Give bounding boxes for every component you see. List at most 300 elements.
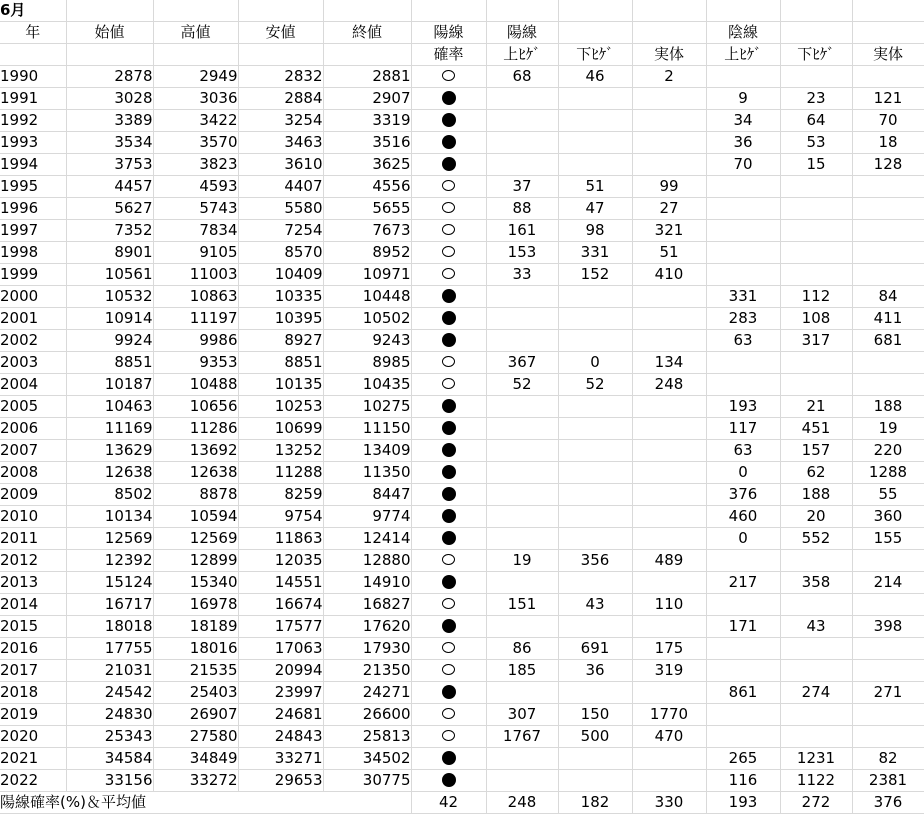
cell-bullish-upper-shadow[interactable]: 307 [486,704,558,726]
cell-bullish-upper-shadow[interactable] [486,528,558,550]
cell-low[interactable]: 12035 [238,550,323,572]
cell-bullish-body[interactable] [632,132,706,154]
cell-close[interactable]: 17620 [323,616,411,638]
cell-bullish-lower-shadow[interactable]: 47 [558,198,632,220]
cell-bearish-upper-shadow[interactable]: 217 [706,572,780,594]
cell-bearish-lower-shadow[interactable] [780,242,852,264]
cell-year[interactable]: 2008 [0,462,66,484]
cell-high[interactable]: 2949 [153,66,238,88]
cell-year[interactable]: 1991 [0,88,66,110]
cell-bullish-upper-shadow[interactable] [486,572,558,594]
cell-bullish-mark[interactable] [411,462,486,484]
cell-bearish-lower-shadow[interactable]: 20 [780,506,852,528]
cell-bullish-upper-shadow[interactable] [486,396,558,418]
cell-year[interactable]: 2022 [0,770,66,792]
header-bearish-lower-shadow[interactable]: 下ﾋｹﾞ [780,44,852,66]
cell-bullish-lower-shadow[interactable]: 43 [558,594,632,616]
cell-bearish-lower-shadow[interactable]: 317 [780,330,852,352]
cell-bullish-body[interactable]: 319 [632,660,706,682]
header-bearish-upper-shadow[interactable]: 上ﾋｹﾞ [706,44,780,66]
cell-open[interactable]: 24542 [66,682,153,704]
header-high[interactable]: 高値 [153,22,238,44]
cell-bullish-lower-shadow[interactable]: 331 [558,242,632,264]
cell-bearish-upper-shadow[interactable] [706,704,780,726]
cell-open[interactable]: 13629 [66,440,153,462]
cell-open[interactable]: 3028 [66,88,153,110]
cell-high[interactable]: 10863 [153,286,238,308]
cell-bearish-upper-shadow[interactable]: 861 [706,682,780,704]
cell-bullish-body[interactable] [632,462,706,484]
cell-bearish-lower-shadow[interactable]: 451 [780,418,852,440]
cell-high[interactable]: 11003 [153,264,238,286]
cell-low[interactable]: 7254 [238,220,323,242]
cell-bullish-upper-shadow[interactable]: 151 [486,594,558,616]
cell-bearish-lower-shadow[interactable] [780,374,852,396]
cell-bullish-body[interactable] [632,770,706,792]
cell-bullish-lower-shadow[interactable]: 500 [558,726,632,748]
cell-year[interactable]: 1994 [0,154,66,176]
cell-open[interactable]: 9924 [66,330,153,352]
cell-bullish-mark[interactable] [411,88,486,110]
cell-bullish-lower-shadow[interactable]: 51 [558,176,632,198]
cell-bullish-mark[interactable] [411,682,486,704]
cell-bullish-body[interactable]: 248 [632,374,706,396]
summary-yl[interactable]: 182 [558,792,632,814]
cell-bearish-upper-shadow[interactable] [706,660,780,682]
cell-low[interactable]: 8927 [238,330,323,352]
cell-bullish-body[interactable]: 27 [632,198,706,220]
cell-bullish-mark[interactable] [411,660,486,682]
cell-low[interactable]: 23997 [238,682,323,704]
cell-bearish-body[interactable] [852,594,924,616]
cell-year[interactable]: 1992 [0,110,66,132]
cell-bearish-upper-shadow[interactable]: 0 [706,528,780,550]
cell-close[interactable]: 2907 [323,88,411,110]
cell-bearish-upper-shadow[interactable] [706,198,780,220]
cell-close[interactable]: 26600 [323,704,411,726]
cell-bullish-body[interactable] [632,308,706,330]
cell-high[interactable]: 7834 [153,220,238,242]
cell-year[interactable]: 2019 [0,704,66,726]
cell-open[interactable]: 21031 [66,660,153,682]
cell-bullish-lower-shadow[interactable] [558,154,632,176]
cell-bullish-mark[interactable] [411,110,486,132]
cell-close[interactable]: 17930 [323,638,411,660]
cell-bearish-lower-shadow[interactable]: 108 [780,308,852,330]
cell-bullish-mark[interactable] [411,638,486,660]
cell-year[interactable]: 2013 [0,572,66,594]
cell-bullish-body[interactable] [632,330,706,352]
cell-bearish-body[interactable] [852,264,924,286]
cell-close[interactable]: 8447 [323,484,411,506]
cell-bullish-upper-shadow[interactable] [486,330,558,352]
cell-bearish-body[interactable] [852,374,924,396]
cell-bullish-lower-shadow[interactable]: 0 [558,352,632,374]
cell-bullish-lower-shadow[interactable] [558,286,632,308]
cell-bearish-body[interactable]: 1288 [852,462,924,484]
cell-open[interactable]: 33156 [66,770,153,792]
cell-bullish-mark[interactable] [411,770,486,792]
cell-bearish-lower-shadow[interactable]: 157 [780,440,852,462]
cell-bearish-lower-shadow[interactable] [780,594,852,616]
cell-open[interactable]: 4457 [66,176,153,198]
cell-bearish-upper-shadow[interactable] [706,264,780,286]
cell-bullish-upper-shadow[interactable] [486,88,558,110]
cell-bearish-lower-shadow[interactable] [780,704,852,726]
cell-bullish-body[interactable]: 134 [632,352,706,374]
cell-low[interactable]: 10409 [238,264,323,286]
cell-bullish-lower-shadow[interactable] [558,572,632,594]
cell-high[interactable]: 3570 [153,132,238,154]
cell-low[interactable]: 10335 [238,286,323,308]
cell-open[interactable]: 12392 [66,550,153,572]
cell-bearish-upper-shadow[interactable]: 63 [706,440,780,462]
cell-bearish-body[interactable]: 2381 [852,770,924,792]
cell-bearish-upper-shadow[interactable] [706,176,780,198]
cell-low[interactable]: 10253 [238,396,323,418]
cell-bearish-upper-shadow[interactable] [706,638,780,660]
cell-bullish-mark[interactable] [411,176,486,198]
cell-open[interactable]: 15124 [66,572,153,594]
cell-high[interactable]: 3036 [153,88,238,110]
cell-open[interactable]: 16717 [66,594,153,616]
cell-bullish-body[interactable] [632,286,706,308]
cell-bearish-lower-shadow[interactable]: 112 [780,286,852,308]
cell-year[interactable]: 2020 [0,726,66,748]
cell-open[interactable]: 12569 [66,528,153,550]
cell-high[interactable]: 9105 [153,242,238,264]
cell-bearish-upper-shadow[interactable]: 265 [706,748,780,770]
cell-low[interactable]: 17577 [238,616,323,638]
cell-bullish-mark[interactable] [411,242,486,264]
cell-bearish-upper-shadow[interactable] [706,374,780,396]
cell-year[interactable]: 2016 [0,638,66,660]
cell-bullish-upper-shadow[interactable] [486,616,558,638]
summary-prob[interactable]: 42 [411,792,486,814]
cell-close[interactable]: 16827 [323,594,411,616]
cell-bullish-upper-shadow[interactable] [486,484,558,506]
cell-bullish-lower-shadow[interactable] [558,484,632,506]
cell-high[interactable]: 11286 [153,418,238,440]
cell-close[interactable]: 11150 [323,418,411,440]
cell-year[interactable]: 2006 [0,418,66,440]
cell-high[interactable]: 18189 [153,616,238,638]
cell-high[interactable]: 34849 [153,748,238,770]
cell-low[interactable]: 16674 [238,594,323,616]
cell-close[interactable]: 11350 [323,462,411,484]
summary-nu[interactable]: 193 [706,792,780,814]
cell-close[interactable]: 10971 [323,264,411,286]
cell-year[interactable]: 2021 [0,748,66,770]
cell-open[interactable]: 10532 [66,286,153,308]
cell-year[interactable]: 1997 [0,220,66,242]
header-open[interactable]: 始値 [66,22,153,44]
cell-close[interactable]: 3516 [323,132,411,154]
cell-close[interactable]: 7673 [323,220,411,242]
cell-bullish-body[interactable] [632,418,706,440]
cell-bullish-lower-shadow[interactable] [558,132,632,154]
cell-bullish-upper-shadow[interactable]: 52 [486,374,558,396]
cell-year[interactable]: 1999 [0,264,66,286]
cell-bearish-lower-shadow[interactable] [780,352,852,374]
cell-close[interactable]: 14910 [323,572,411,594]
cell-bullish-mark[interactable] [411,506,486,528]
cell-bearish-body[interactable]: 128 [852,154,924,176]
cell-bearish-upper-shadow[interactable]: 283 [706,308,780,330]
cell-bullish-lower-shadow[interactable]: 150 [558,704,632,726]
cell-close[interactable]: 30775 [323,770,411,792]
cell-low[interactable]: 3610 [238,154,323,176]
cell-bearish-body[interactable]: 271 [852,682,924,704]
cell-year[interactable]: 2014 [0,594,66,616]
cell-close[interactable]: 21350 [323,660,411,682]
cell-high[interactable]: 10594 [153,506,238,528]
cell-year[interactable]: 2012 [0,550,66,572]
cell-bullish-body[interactable]: 410 [632,264,706,286]
cell-bullish-upper-shadow[interactable]: 161 [486,220,558,242]
summary-label[interactable]: 陽線確率(%)＆平均値 [0,792,411,814]
cell-bearish-body[interactable]: 121 [852,88,924,110]
cell-bearish-body[interactable]: 681 [852,330,924,352]
cell-bullish-mark[interactable] [411,484,486,506]
cell-bullish-mark[interactable] [411,418,486,440]
cell-close[interactable]: 25813 [323,726,411,748]
cell-close[interactable]: 5655 [323,198,411,220]
cell-bearish-body[interactable] [852,242,924,264]
cell-year[interactable]: 2005 [0,396,66,418]
cell-bearish-upper-shadow[interactable] [706,550,780,572]
cell-open[interactable]: 3534 [66,132,153,154]
cell-bullish-mark[interactable] [411,616,486,638]
cell-bullish-lower-shadow[interactable] [558,88,632,110]
header-bullish[interactable]: 陽線 [411,22,486,44]
cell-year[interactable]: 2017 [0,660,66,682]
cell-bullish-body[interactable] [632,154,706,176]
cell-high[interactable]: 21535 [153,660,238,682]
cell-close[interactable]: 13409 [323,440,411,462]
cell-high[interactable]: 3823 [153,154,238,176]
cell-high[interactable]: 3422 [153,110,238,132]
cell-high[interactable]: 12569 [153,528,238,550]
cell-bearish-lower-shadow[interactable]: 64 [780,110,852,132]
cell-close[interactable]: 10435 [323,374,411,396]
cell-low[interactable]: 33271 [238,748,323,770]
cell-bullish-upper-shadow[interactable]: 185 [486,660,558,682]
cell-bearish-body[interactable]: 411 [852,308,924,330]
cell-open[interactable]: 7352 [66,220,153,242]
cell-year[interactable]: 2011 [0,528,66,550]
cell-bullish-lower-shadow[interactable]: 356 [558,550,632,572]
cell-bullish-body[interactable] [632,682,706,704]
cell-bullish-lower-shadow[interactable]: 152 [558,264,632,286]
cell-bullish-body[interactable]: 175 [632,638,706,660]
cell-bullish-lower-shadow[interactable] [558,682,632,704]
cell-low[interactable]: 8570 [238,242,323,264]
cell-bullish-upper-shadow[interactable] [486,506,558,528]
cell-year[interactable]: 2003 [0,352,66,374]
cell-bullish-body[interactable]: 110 [632,594,706,616]
cell-close[interactable]: 8985 [323,352,411,374]
cell-low[interactable]: 11288 [238,462,323,484]
cell-bearish-body[interactable] [852,550,924,572]
cell-bearish-lower-shadow[interactable]: 1231 [780,748,852,770]
cell-bearish-lower-shadow[interactable] [780,550,852,572]
cell-bullish-mark[interactable] [411,154,486,176]
cell-bearish-upper-shadow[interactable]: 0 [706,462,780,484]
cell-low[interactable]: 14551 [238,572,323,594]
cell-year[interactable]: 2009 [0,484,66,506]
cell-bullish-lower-shadow[interactable]: 691 [558,638,632,660]
cell-year[interactable]: 2015 [0,616,66,638]
cell-bullish-body[interactable]: 2 [632,66,706,88]
cell-high[interactable]: 18016 [153,638,238,660]
cell-bullish-upper-shadow[interactable] [486,154,558,176]
cell-bearish-lower-shadow[interactable]: 23 [780,88,852,110]
cell-high[interactable]: 9353 [153,352,238,374]
header-year[interactable]: 年 [0,22,66,44]
cell-bearish-upper-shadow[interactable]: 117 [706,418,780,440]
cell-low[interactable]: 11863 [238,528,323,550]
cell-close[interactable]: 9774 [323,506,411,528]
cell-low[interactable]: 3463 [238,132,323,154]
cell-year[interactable]: 2002 [0,330,66,352]
cell-low[interactable]: 20994 [238,660,323,682]
cell-bearish-body[interactable]: 55 [852,484,924,506]
cell-bullish-upper-shadow[interactable]: 367 [486,352,558,374]
cell-bullish-body[interactable] [632,484,706,506]
cell-bullish-mark[interactable] [411,726,486,748]
cell-low[interactable]: 8259 [238,484,323,506]
cell-bearish-lower-shadow[interactable]: 62 [780,462,852,484]
cell-bullish-lower-shadow[interactable] [558,418,632,440]
cell-bearish-lower-shadow[interactable]: 188 [780,484,852,506]
cell-close[interactable]: 9243 [323,330,411,352]
cell-year[interactable]: 2001 [0,308,66,330]
cell-bearish-lower-shadow[interactable] [780,726,852,748]
cell-bullish-upper-shadow[interactable]: 153 [486,242,558,264]
header-bearish-body[interactable]: 実体 [852,44,924,66]
cell-bearish-lower-shadow[interactable] [780,198,852,220]
cell-bearish-body[interactable] [852,660,924,682]
cell-close[interactable]: 3625 [323,154,411,176]
cell-bearish-body[interactable] [852,176,924,198]
cell-bullish-mark[interactable] [411,748,486,770]
cell-low[interactable]: 24843 [238,726,323,748]
cell-high[interactable]: 10656 [153,396,238,418]
cell-bearish-lower-shadow[interactable] [780,66,852,88]
cell-low[interactable]: 24681 [238,704,323,726]
cell-year[interactable]: 2007 [0,440,66,462]
cell-low[interactable]: 29653 [238,770,323,792]
cell-bearish-upper-shadow[interactable] [706,66,780,88]
cell-close[interactable]: 10502 [323,308,411,330]
cell-bearish-lower-shadow[interactable]: 15 [780,154,852,176]
cell-bullish-lower-shadow[interactable] [558,396,632,418]
cell-bearish-upper-shadow[interactable]: 36 [706,132,780,154]
cell-bullish-body[interactable] [632,396,706,418]
cell-bearish-lower-shadow[interactable]: 21 [780,396,852,418]
cell-close[interactable]: 8952 [323,242,411,264]
cell-bullish-mark[interactable] [411,264,486,286]
cell-low[interactable]: 10699 [238,418,323,440]
cell-low[interactable]: 2832 [238,66,323,88]
cell-bullish-mark[interactable] [411,374,486,396]
cell-bullish-mark[interactable] [411,220,486,242]
cell-bearish-lower-shadow[interactable]: 1122 [780,770,852,792]
cell-bullish-upper-shadow[interactable] [486,748,558,770]
summary-yb[interactable]: 330 [632,792,706,814]
cell-bullish-body[interactable] [632,528,706,550]
cell-bearish-body[interactable]: 188 [852,396,924,418]
cell-high[interactable]: 16978 [153,594,238,616]
cell-bullish-lower-shadow[interactable] [558,110,632,132]
cell-open[interactable]: 25343 [66,726,153,748]
cell-open[interactable]: 3753 [66,154,153,176]
cell-bullish-upper-shadow[interactable] [486,132,558,154]
cell-bullish-lower-shadow[interactable]: 52 [558,374,632,396]
cell-open[interactable]: 11169 [66,418,153,440]
cell-bullish-mark[interactable] [411,440,486,462]
cell-low[interactable]: 8851 [238,352,323,374]
cell-open[interactable]: 12638 [66,462,153,484]
cell-high[interactable]: 12899 [153,550,238,572]
cell-open[interactable]: 10463 [66,396,153,418]
cell-bullish-lower-shadow[interactable]: 36 [558,660,632,682]
cell-bullish-upper-shadow[interactable] [486,308,558,330]
cell-bearish-upper-shadow[interactable]: 376 [706,484,780,506]
cell-bullish-lower-shadow[interactable] [558,528,632,550]
cell-high[interactable]: 10488 [153,374,238,396]
cell-high[interactable]: 15340 [153,572,238,594]
cell-bullish-lower-shadow[interactable]: 98 [558,220,632,242]
cell-bullish-body[interactable] [632,572,706,594]
cell-bullish-body[interactable]: 321 [632,220,706,242]
cell-close[interactable]: 10275 [323,396,411,418]
cell-bullish-body[interactable] [632,110,706,132]
cell-bullish-upper-shadow[interactable]: 86 [486,638,558,660]
cell-bullish-body[interactable]: 99 [632,176,706,198]
cell-bearish-body[interactable] [852,638,924,660]
cell-bearish-upper-shadow[interactable]: 34 [706,110,780,132]
cell-high[interactable]: 12638 [153,462,238,484]
cell-bullish-body[interactable]: 489 [632,550,706,572]
cell-bearish-body[interactable] [852,220,924,242]
cell-low[interactable]: 13252 [238,440,323,462]
cell-open[interactable]: 24830 [66,704,153,726]
cell-bearish-lower-shadow[interactable] [780,638,852,660]
header-bullish-body[interactable]: 実体 [632,44,706,66]
cell-bullish-lower-shadow[interactable] [558,770,632,792]
cell-bullish-lower-shadow[interactable] [558,440,632,462]
cell-close[interactable]: 10448 [323,286,411,308]
cell-open[interactable]: 8851 [66,352,153,374]
cell-bearish-body[interactable]: 155 [852,528,924,550]
cell-bullish-lower-shadow[interactable]: 46 [558,66,632,88]
cell-bullish-lower-shadow[interactable] [558,308,632,330]
cell-low[interactable]: 3254 [238,110,323,132]
cell-bearish-body[interactable]: 398 [852,616,924,638]
cell-bullish-lower-shadow[interactable] [558,330,632,352]
cell-bearish-body[interactable]: 18 [852,132,924,154]
cell-close[interactable]: 2881 [323,66,411,88]
cell-bullish-mark[interactable] [411,330,486,352]
cell-bullish-lower-shadow[interactable] [558,616,632,638]
cell-open[interactable]: 10134 [66,506,153,528]
cell-bullish-mark[interactable] [411,572,486,594]
cell-bearish-upper-shadow[interactable]: 460 [706,506,780,528]
cell-bearish-upper-shadow[interactable]: 9 [706,88,780,110]
cell-bearish-upper-shadow[interactable] [706,352,780,374]
